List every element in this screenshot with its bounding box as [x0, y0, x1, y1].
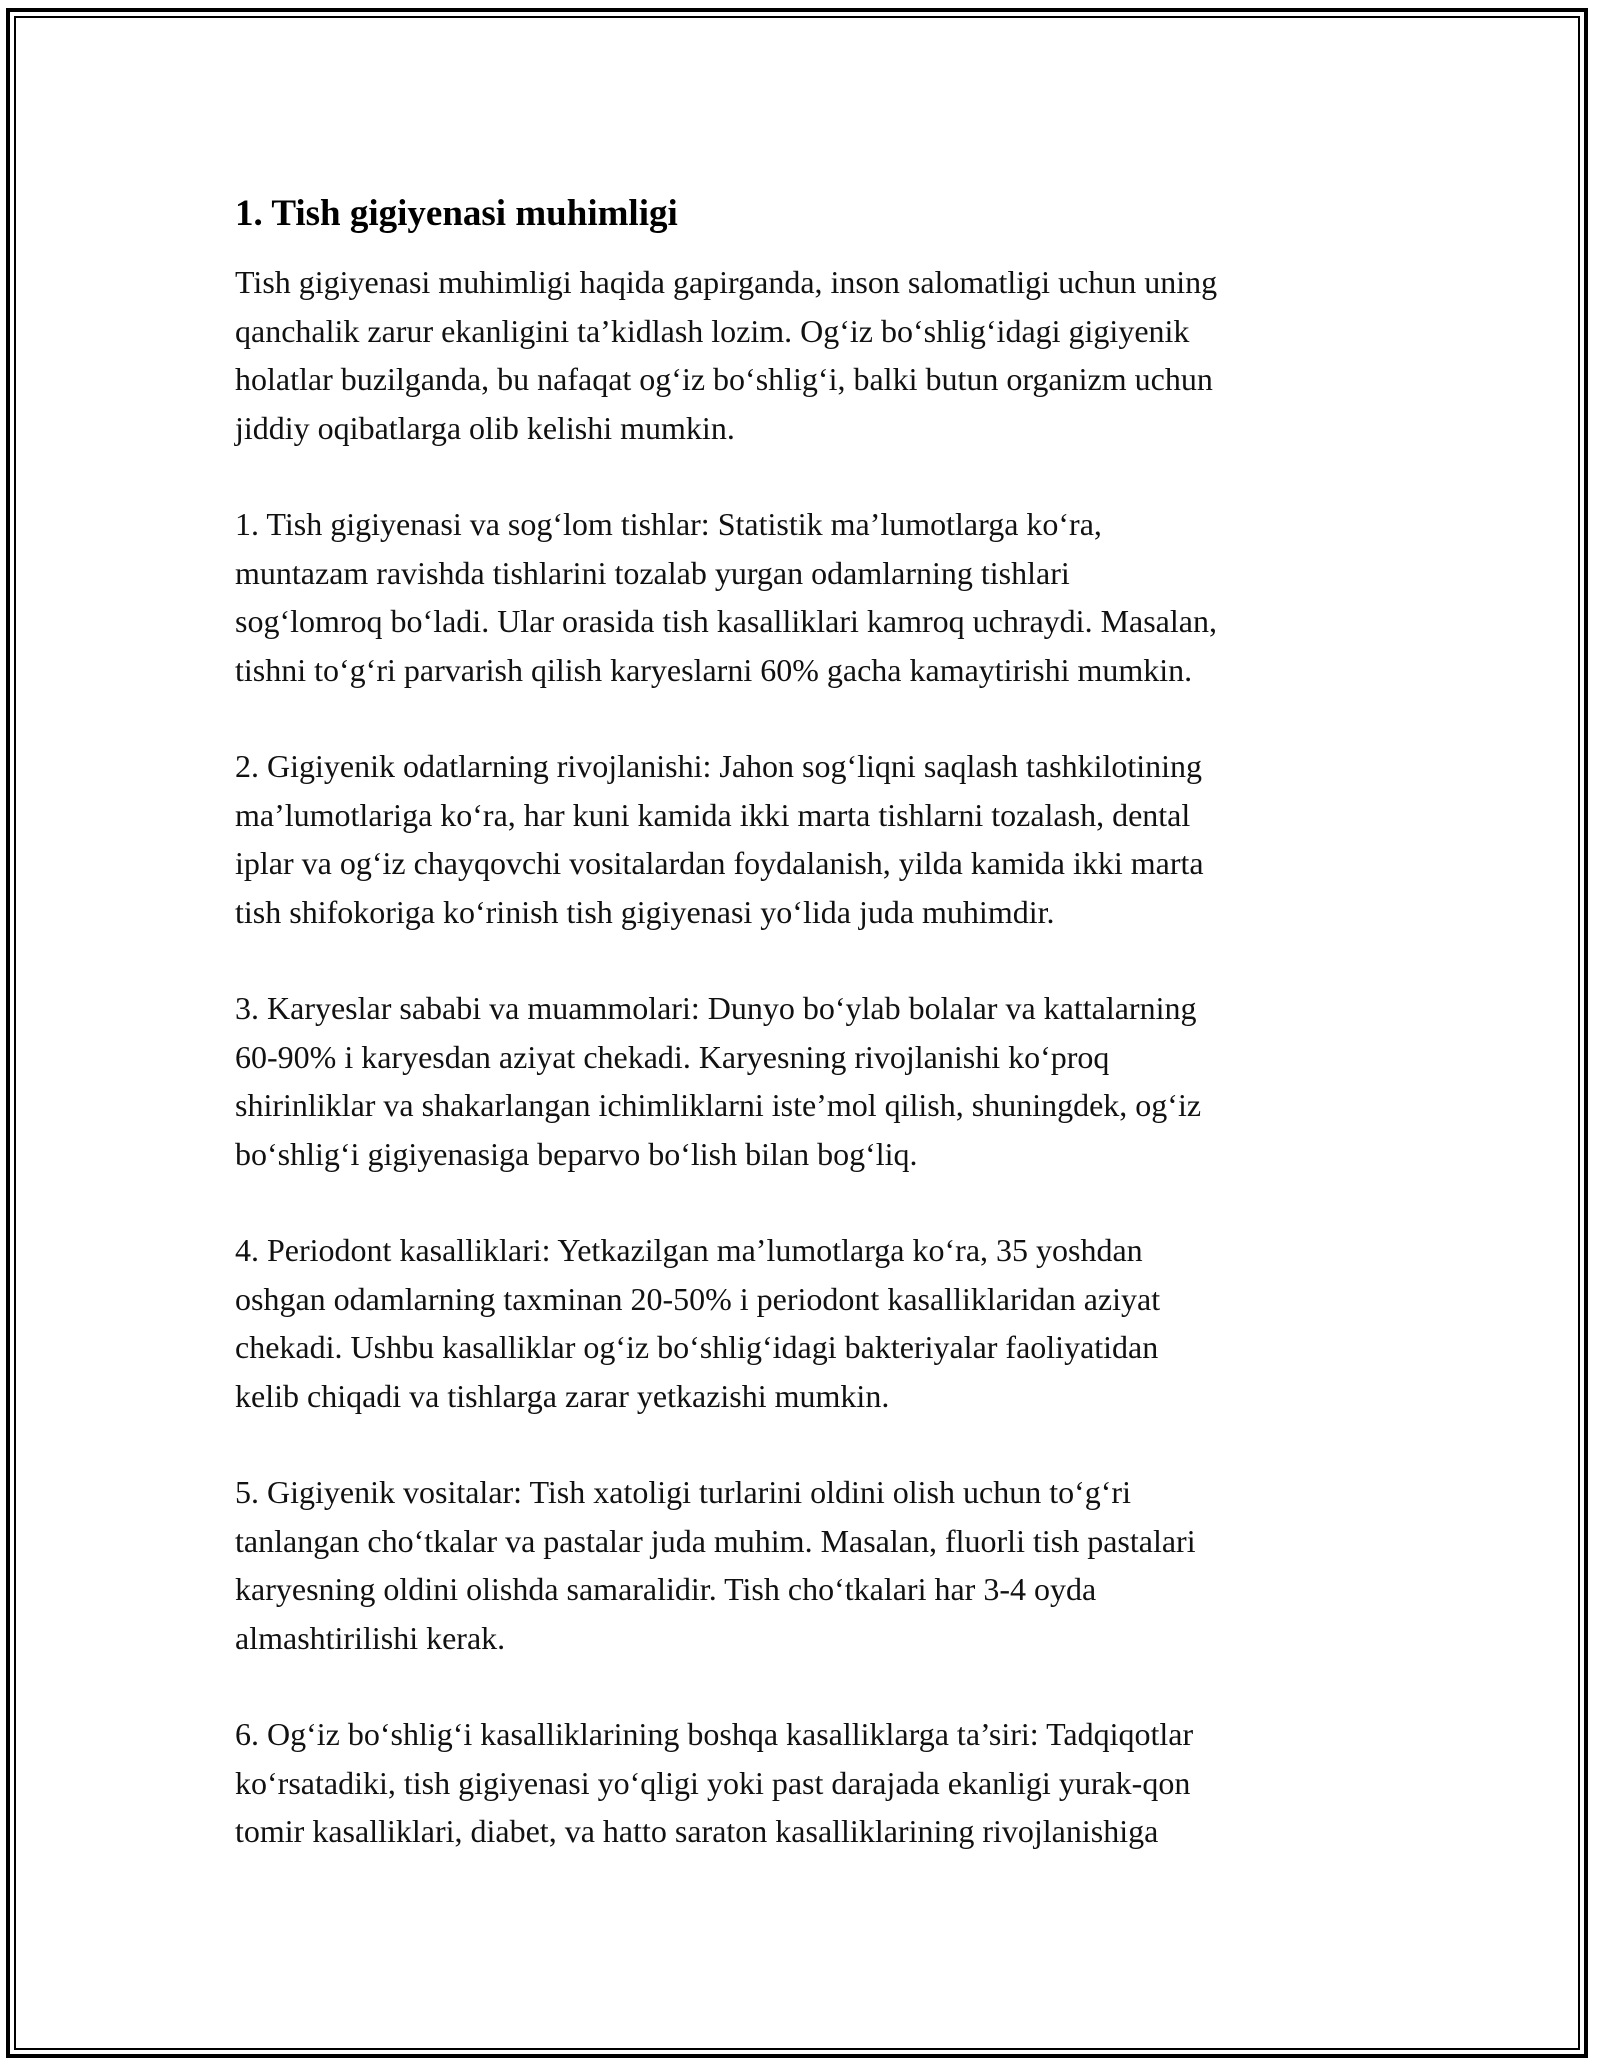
paragraph-item-1: 1. Tish gigiyenasi va sog‘lom tishlar: Statistik ma’lumotlarga ko‘ra, muntazam ravishda tishlarini tozalab yurgan odamlarning tishlari sog‘lomroq bo‘ladi. Ular orasida tish kasalliklari kamroq uchraydi. Masalan, tishni to‘g‘ri parvarish qilish karyeslarni 60% gacha kamaytirishi mumkin.	[235, 506, 1217, 688]
paragraph-item-3: 3. Karyeslar sababi va muammolari: Dunyo bo‘ylab bolalar va kattalarning 60-90% i karyesdan aziyat chekadi. Karyesning rivojlanishi ko‘proq shirinliklar va shakarlangan ichimliklarni iste’mol qilish, shuningdek, og‘iz bo‘shlig‘i gigiyenasiga beparvo bo‘lish bilan bog‘liq.	[235, 990, 1202, 1172]
paragraph-item-6: 6. Og‘iz bo‘shlig‘i kasalliklarining boshqa kasalliklarga ta’siri: Tadqiqotlar ko‘rsatadiki, tish gigiyenasi yo‘qligi yoki past darajada ekanligi yurak-qon tomir kasalliklari, diabet, va hatto saraton kasalliklarining rivojlanishiga	[235, 1716, 1194, 1849]
paragraph-item-2: 2. Gigiyenik odatlarning rivojlanishi: Jahon sog‘liqni saqlash tashkilotining ma’lumotlariga ko‘ra, har kuni kamida ikki marta tishlarni tozalash, dental iplar va og‘iz chayqovchi vositalardan foydalanish, yilda kamida ikki marta tish shifokoriga ko‘rinish tish gigiyenasi yo‘lida juda muhimdir.	[235, 748, 1204, 930]
document-body	[235, 190, 1375, 1904]
intro-paragraph: Tish gigiyenasi muhimligi haqida gapirganda, inson salomatligi uchun uning qanchalik zarur ekanligini ta’kidlash lozim. Og‘iz bo‘shlig‘idagi gigiyenik holatlar buzilganda, bu nafaqat og‘iz bo‘shlig‘i, balki butun organizm uchun jiddiy oqibatlarga olib kelishi mumkin.	[235, 264, 1218, 446]
paragraph-item-4: 4. Periodont kasalliklari: Yetkazilgan ma’lumotlarga ko‘ra, 35 yoshdan oshgan odamlarning taxminan 20-50% i periodont kasalliklaridan aziyat chekadi. Ushbu kasalliklar og‘iz bo‘shlig‘idagi bakteriyalar faoliyatidan kelib chiqadi va tishlarga zarar yetkazishi mumkin.	[235, 1232, 1161, 1414]
paragraph-item-5: 5. Gigiyenik vositalar: Tish xatoligi turlarini oldini olish uchun to‘g‘ri tanlangan cho‘tkalar va pastalar juda muhim. Masalan, fluorli tish pastalari karyesning oldini olishda samaralidir. Tish cho‘tkalari har 3-4 oyda almashtirilishi kerak.	[235, 1474, 1196, 1656]
section-heading: 1. Tish gigiyenasi muhimligi	[235, 193, 678, 234]
